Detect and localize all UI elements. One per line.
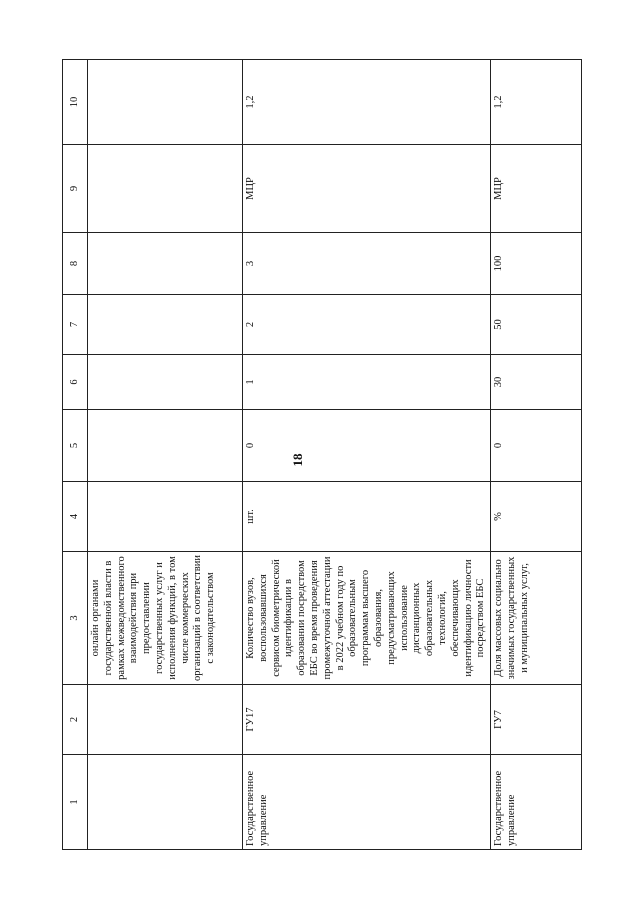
table-cell-code [88,685,243,755]
header-cell: 3 [63,552,88,685]
table-cell-value: 30 [491,355,582,410]
table-cell-value: 2 [243,295,491,355]
header-cell: 6 [63,355,88,410]
header-cell: 2 [63,685,88,755]
header-cell: 7 [63,295,88,355]
table-cell-code: ГУ17 [243,685,491,755]
table-cell-sector [88,755,243,850]
header-cell: 5 [63,410,88,482]
table-cell-indicator: онлайн органами государственной власти в рамках межведомственного взаимодействия при предоставлении государственных услуг и исполнения функций, в том числе коммерческих организаций в соответствии с законодательством [88,552,243,685]
table-cell-unit [88,482,243,552]
table-cell-reference: 1,2 [243,60,491,145]
table-cell-responsible [88,145,243,233]
table-cell-indicator: Доля массовых социально значимых государственных и муниципальных услуг, [491,552,582,685]
rotated-table-container [62,60,602,850]
header-cell: 10 [63,60,88,145]
table-cell-indicator: Количество вузов, воспользовавшихся сервисом биометрической идентификации в образовании посредством ЕБС во время проведения промежуточной аттестации в 2022 учебном году по образовательным программам высшего образования, предусматривающих использование дистанционных образовательных технологий, обеспечивающих идентификацию личности посредством ЕБС [243,552,491,685]
header-cell: 4 [63,482,88,552]
table-cell-value: 0 [243,410,491,482]
table-row [88,60,243,850]
table-cell-responsible: МЦР [491,145,582,233]
table-cell-value [88,410,243,482]
table-cell-value: 3 [243,233,491,295]
table-cell-value: 1 [243,355,491,410]
table-cell-value [88,355,243,410]
header-cell: 1 [63,755,88,850]
table-cell-value: 100 [491,233,582,295]
table-cell-reference: 1,2 [491,60,582,145]
indicators-table [62,59,582,850]
table-row [243,60,491,850]
table-cell-value: 0 [491,410,582,482]
table-cell-unit: % [491,482,582,552]
table-cell-value: 50 [491,295,582,355]
table-cell-sector: Государственное управление [243,755,491,850]
table-cell-value [88,233,243,295]
table-row [491,60,582,850]
table-cell-responsible: МЦР [243,145,491,233]
table-cell-sector: Государственное управление [491,755,582,850]
table-cell-unit: шт. [243,482,491,552]
table-cell-code: ГУ7 [491,685,582,755]
table-cell-value [88,295,243,355]
header-cell: 9 [63,145,88,233]
header-cell: 8 [63,233,88,295]
table-cell-reference [88,60,243,145]
table-header-row [63,60,88,850]
page-number: 18 [290,453,305,467]
